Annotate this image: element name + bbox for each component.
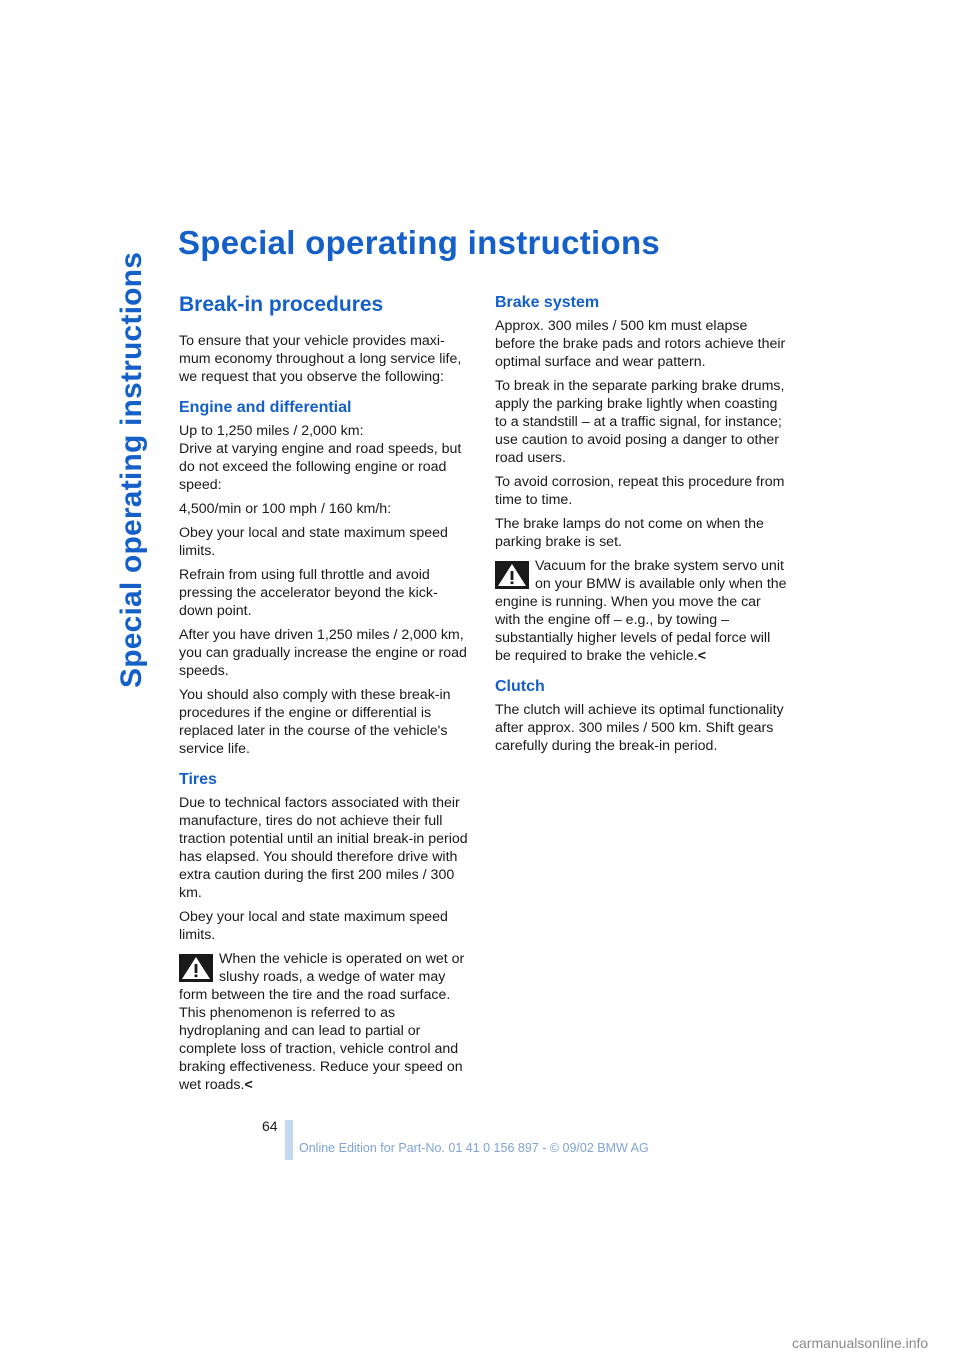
engine-paragraph-1: Up to 1,250 miles / 2,000 km: Drive at varying engine and road speeds, but do not exceed the following engine or road speed: [179, 423, 462, 493]
engine-paragraph-6: You should also comply with these break-in procedures if the engine or differential is replaced later in the course of the vehicle's service life. [179, 687, 451, 757]
break-in-heading: Break-in procedures [179, 293, 384, 316]
tires-warning-text: When the vehicle is operated on wet or slushy roads, a wedge of water may form between the tire and the road surface. This phenomenon is referred to as hydroplaning and can lead to partial or complete loss of traction, vehicle control and braking effectiveness. Reduce your speed on wet roads. [179, 951, 465, 1093]
tires-warning [179, 950, 471, 1094]
clutch-heading: Clutch [495, 678, 545, 695]
site-watermark: carmanualsonline.info [792, 1335, 929, 1351]
engine-heading: Engine and differential [179, 399, 352, 416]
engine-paragraph-3: Obey your local and state maximum speed limits. [179, 525, 448, 559]
brake-heading: Brake system [495, 294, 600, 311]
warning-triangle-icon [179, 954, 213, 982]
clutch-paragraph: The clutch will achieve its optimal functionality after approx. 300 miles / 500 km. Shift gears carefully during the break-in period. [495, 702, 784, 754]
page-number: 64 [262, 1118, 278, 1134]
end-mark: < [697, 648, 706, 664]
page-title: Special operating instructions [178, 224, 661, 261]
brake-warning [495, 557, 787, 665]
tires-heading: Tires [179, 771, 217, 788]
brake-paragraph-1: Approx. 300 miles / 500 km must elapse before the brake pads and rotors achieve their optimal surface and wear pattern. [495, 318, 786, 370]
side-section-title: Special operating instructions [115, 251, 148, 688]
brake-warning-text: Vacuum for the brake system servo unit on your BMW is available only when the engine is running. When you move the car with the engine off – e.g., by towing – substantially higher levels of pedal force will be required to brake the vehicle. [495, 558, 787, 664]
tires-paragraph-2: Obey your local and state maximum speed limits. [179, 909, 448, 943]
brake-paragraph-4: The brake lamps do not come on when the parking brake is set. [495, 516, 764, 550]
end-mark: < [244, 1077, 253, 1093]
engine-paragraph-2: 4,500/min or 100 mph / 160 km/h: [179, 501, 392, 517]
intro-paragraph: To ensure that your vehicle provides maximum economy throughout a long service life, we request that you observe the following: [179, 333, 462, 385]
brake-paragraph-3: To avoid corrosion, repeat this procedure from time to time. [495, 474, 785, 508]
right-column [495, 293, 787, 761]
footer-edition-text: Online Edition for Part-No. 01 41 0 156 897 - © 09/02 BMW AG [299, 1141, 649, 1155]
footer-bar [285, 1120, 293, 1160]
warning-triangle-icon [495, 561, 529, 589]
engine-paragraph-5: After you have driven 1,250 miles / 2,000 km, you can gradually increase the engine or road speeds. [179, 627, 467, 679]
engine-paragraph-4: Refrain from using full throttle and avoid pressing the accelerator beyond the kick-down point. [179, 567, 438, 619]
brake-paragraph-2: To break in the separate parking brake drums, apply the parking brake lightly when coasting to a standstill – at a traffic signal, for instance; use caution to avoid posing a danger to other road users. [495, 378, 785, 466]
tires-paragraph-1: Due to technical factors associated with their manufacture, tires do not achieve their full traction potential until an initial break-in period has elapsed. You should therefore drive with extra caution during the first 200 miles / 300 km. [179, 795, 468, 901]
left-column [179, 292, 471, 1100]
